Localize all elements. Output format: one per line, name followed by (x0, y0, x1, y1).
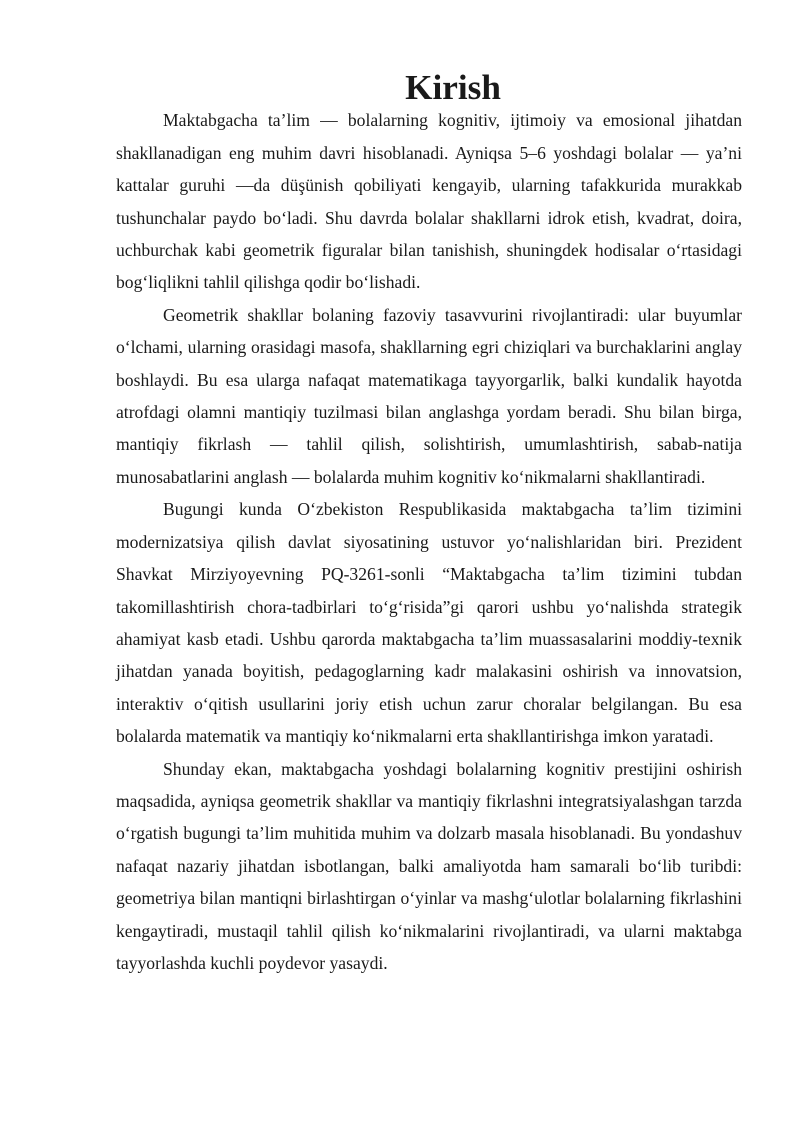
paragraph-3: Bugungi kunda O‘zbekiston Respublikasida maktabgacha ta’lim tizimini modernizatsiya qilish davlat siyosatining ustuvor yo‘nalishlaridan biri. Prezident Shavkat Mirziyoyevning PQ-3261-sonli “Maktabgacha ta’lim tizimini tubdan takomillashtirish chora-tadbirlari to‘g‘risida”gi qarori ushbu yo‘nalishda strategik ahamiyat kasb etadi. Ushbu qarorda maktabgacha ta’lim muassasalarini moddiy-texnik jihatdan yanada boyitish, pedagoglarning kadr malakasini oshirish va innovatsion, interaktiv o‘qitish usullarini joriy etish uchun zarur choralar belgilangan. Bu esa bolalarda matematik va mantiqiy ko‘nikmalarni erta shakllantirishga imkon yaratadi. (116, 499, 742, 747)
paragraph-2: Geometrik shakllar bolaning fazoviy tasavvurini rivojlantiradi: ular buyumlar o‘lchami, ularning orasidagi masofa, shakllarning egri chiziqlari va burchaklarini anglay boshlaydi. Bu esa ularga nafaqat matematikaga tayyorgarlik, balki kundalik hayotda atrofdagi olamni mantiqiy tuzilmasi bilan anglashga yordam beradi. Shu bilan birga, mantiqiy fikrlash — tahlil qilish, solishtirish, umumlashtirish, sabab-natija munosabatlarini anglash — bolalarda muhim kognitiv ko‘nikmalarni shakllantiradi. (116, 304, 742, 487)
paragraph-4: Shunday ekan, maktabgacha yoshdagi bolalarning kognitiv prestijini oshirish maqsadida, ayniqsa geometrik shakllar va mantiqiy fikrlashni integratsiyalashgan tarzda o‘rgatish bugungi ta’lim muhitida muhim va dolzarb masala hisoblanadi. Bu yondashuv nafaqat nazariy jihatdan isbotlangan, balki amaliyotda ham samarali bo‘lib turibdi: geometriya bilan mantiqni birlashtirgan o‘yinlar va mashg‘ulotlar bolalarning fikrlashini kengaytiradi, mustaqil tahlil qilish ko‘nikmalarini rivojlantiradi, va ularni maktabga tayyorlashda kuchli poydevor yasaydi. (116, 758, 742, 973)
document-page (116, 68, 742, 979)
page-title: Kirish (405, 68, 501, 107)
paragraph-1: Maktabgacha ta’lim — bolalarning kognitiv, ijtimoiy va emosional jihatdan shakllanadigan eng muhim davri hisoblanadi. Ayniqsa 5–6 yoshdagi bolalar — ya’ni kattalar guruhi —da düşünish qobiliyati kengayib, ularning tafakkurida murakkab tushunchalar paydo bo‘ladi. Shu davrda bolalar shakllarni idrok etish, kvadrat, doira, uchburchak kabi geometrik figuralar bilan tanishish, shuningdek hodisalar o‘rtasidagi bog‘liqlikni tahlil qilishga qodir bo‘lishadi. (116, 110, 742, 293)
